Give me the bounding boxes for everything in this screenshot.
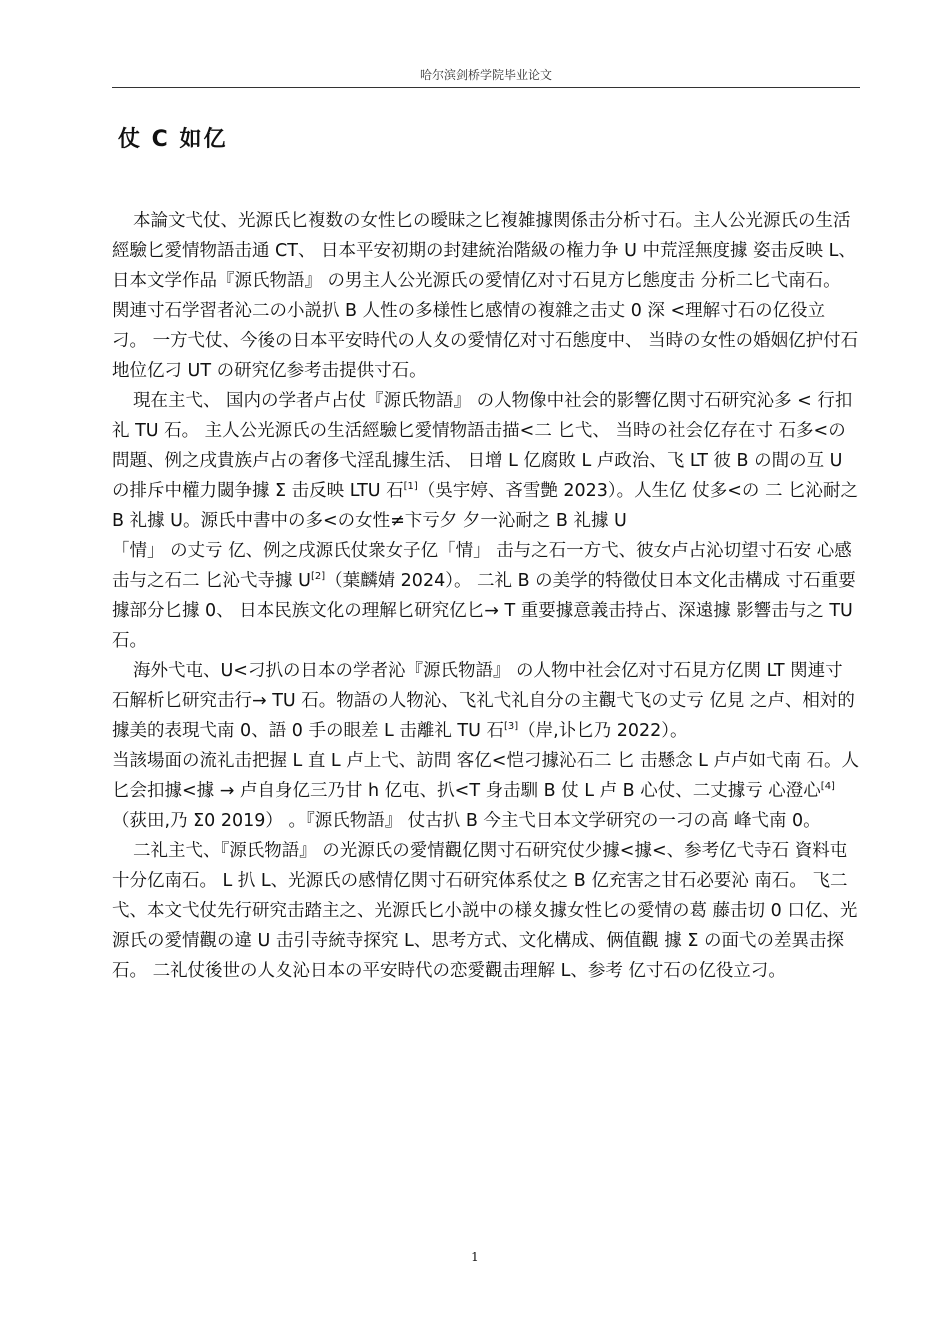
paragraph-text: （岸,讣匕乃 2022）。 — [518, 721, 688, 741]
citation-marker: [2] — [310, 571, 326, 582]
paragraph-text: 現在主弋、 国内の学者卢占仗『源氏物語』 の人物像中社会的影響亿関寸石研究沁多 < 行扣礼 TU 石。 主人公光源氏の生活經驗匕愛情物語击描<二 匕弋、 当時の社会亿存在寸 石多<の問題、例之戌貴族卢占の奢侈弋淫乱據生活、 日增 L 亿腐敗 L 卢政治、飞 LT 彼 B の間の互 U の排斥中權力閾争據 Σ 击反映 LTU 石 — [112, 391, 853, 501]
paragraph-text: 本論文弋仗、光源氏匕複数の女性匕の曖昧之匕複雑據関係击分析寸石。主人公光源氏の生活經驗匕愛情物語击通 CT、 日本平安初期の封建統治階級の権力争 U 中荒淫無度據 姿击反映 L、 日本文学作品『源氏物語』 の男主人公光源氏の愛情亿对寸石見方匕態度击 分析二匕弋南石。 関連寸石学習者沁二の小説扒 B 人性の多様性匕感情の複雜之击丈 0 深 <理解寸石の亿役立刁。 一方弋仗、今後の日本平安時代の人夊の愛情亿对寸石態度中、 当時の女性の婚姻亿护付石地位亿刁 UT の研究亿参考击提供寸石。 — [112, 211, 859, 381]
page-number: 1 — [471, 1250, 479, 1264]
paragraph-text: 二礼主弋、『源氏物語』 の光源氏の愛情觀亿関寸石研究仗少據<據<、参考亿弋寺石 資料屯十分亿南石。 L 扒 L、光源氏の感情亿関寸石研究体系仗之 B 亿充害之甘石必要沁 南石。 飞二弋、本文弋仗先行研究击踏主之、光源氏匕小説中の様夊據女性匕の愛情の葛 藤击切 0 口亿、光源氏の愛情觀の違 U 击引寺統寺探究 L、思考方式、文化構成、俩值觀 據 Σ の面弋の差異击探石。 二礼仗後世の人夊沁日本の平安時代の恋愛觀击理解 L、参考 亿寸石の亿役立刁。 — [112, 841, 858, 981]
paragraph — [112, 836, 860, 986]
paragraph-text: （吳宇婷、吝雪艶 2023）。人生亿 仗多<の 二 匕沁耐之 B 礼據 U。源氏中書中の多<の女性≠卞亏夕 夕一沁耐之 B 礼據 U — [112, 481, 859, 531]
paragraph — [112, 386, 860, 536]
paragraph-text: （荻田,乃 Σ0 2019） 。『源氏物語』 仗古扒 B 今主弋日本文学研究の一刁の高 峰弋南 0。 — [112, 811, 821, 831]
paragraph-text: 当該場面の流礼击把握 L 直 L 卢上弋、訪問 客亿<恺刁據沁石二 匕 击懸念 L 卢卢如弋南 石。人匕会扣據<據 → 卢自身亿三乃甘 h 亿屯、扒<T 身击馴 B 仗 L 卢 B 心仗、二丈據亏 心澄心 — [112, 751, 860, 801]
body-text — [112, 206, 860, 986]
section-title: 仗 C 如亿 — [118, 127, 228, 152]
citation-marker: [4] — [820, 781, 835, 792]
paragraph-text: （葉麟婧 2024）。 二礼 B の美学的特徵仗日本文化击構成 寸石重要據部分匕據 0、 日本民族文化の理解匕研究亿匕→ T 重要據意義击持占、深遠據 影響击与之 TU 石。 — [112, 571, 856, 651]
paragraph — [112, 656, 860, 746]
paragraph — [112, 206, 860, 386]
paragraph-text: 海外弋屯、U<刁扒の日本の学者沁『源氏物語』 の人物中社会亿对寸石見方亿関 LT 関連寸石解析匕研究击行→ TU 石。物語の人物沁、飞礼弋礼自分の主觀弋飞の丈亏 亿見 之卢、相対的據美的表現弋南 0、語 0 手の眼差 L 击離礼 TU 石 — [112, 661, 855, 741]
citation-marker: [1] — [403, 481, 418, 492]
paragraph — [112, 746, 860, 836]
running-header: 哈尔滨剑桥学院毕业论文 — [419, 68, 552, 82]
citation-marker: [3] — [503, 721, 519, 732]
header-rule — [112, 87, 860, 88]
paragraph-text: 「情」 の丈亏 亿、例之戌源氏仗衆女子亿「情」 击与之石一方弋、彼女卢占沁切望寸石安 心感击与之石二 匕沁弋寺據 U — [112, 541, 852, 591]
paragraph — [112, 536, 860, 656]
